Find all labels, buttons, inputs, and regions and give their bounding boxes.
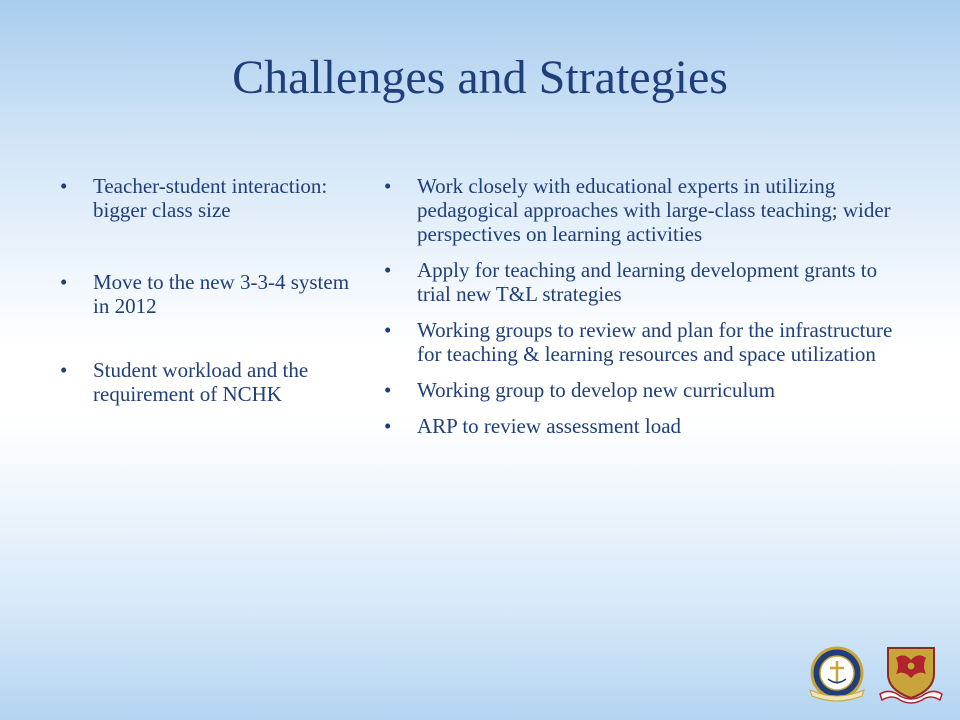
bullet: • (60, 270, 68, 294)
list-item-text: Teacher-student interaction: bigger class size (93, 174, 328, 222)
list-item (384, 258, 904, 306)
bullet: • (384, 174, 392, 198)
list-item-text: Working group to develop new curriculum (417, 378, 776, 402)
university-crest-icon (878, 644, 944, 704)
list-item-text: Apply for teaching and learning development grants to trial new T&L strategies (417, 258, 878, 306)
bullet: • (60, 358, 68, 382)
bullet: • (384, 258, 392, 282)
slide-title: Challenges and Strategies (232, 51, 728, 104)
list-item (60, 270, 350, 318)
list-item-text: Working groups to review and plan for the infrastructure for teaching & learning resources and space utilization (417, 318, 893, 366)
list-item (60, 358, 350, 406)
list-item-text: Student workload and the requirement of NCHK (93, 358, 309, 406)
list-item (60, 174, 350, 222)
list-item-text: Move to the new 3-3-4 system in 2012 (93, 270, 350, 318)
list-item-text: Work closely with educational experts in utilizing pedagogical approaches with large-class teaching; wider perspectives on learning activities (417, 174, 891, 246)
list-item (384, 318, 904, 366)
list-item (384, 414, 904, 438)
bullet: • (384, 318, 392, 342)
school-seal-icon (806, 646, 868, 704)
bullet: • (60, 174, 68, 198)
challenges-list (60, 174, 350, 406)
strategies-list (384, 174, 904, 450)
bullet: • (384, 414, 392, 438)
bullet: • (384, 378, 392, 402)
list-item (384, 378, 904, 402)
list-item-text: ARP to review assessment load (417, 414, 682, 438)
list-item (384, 174, 904, 246)
